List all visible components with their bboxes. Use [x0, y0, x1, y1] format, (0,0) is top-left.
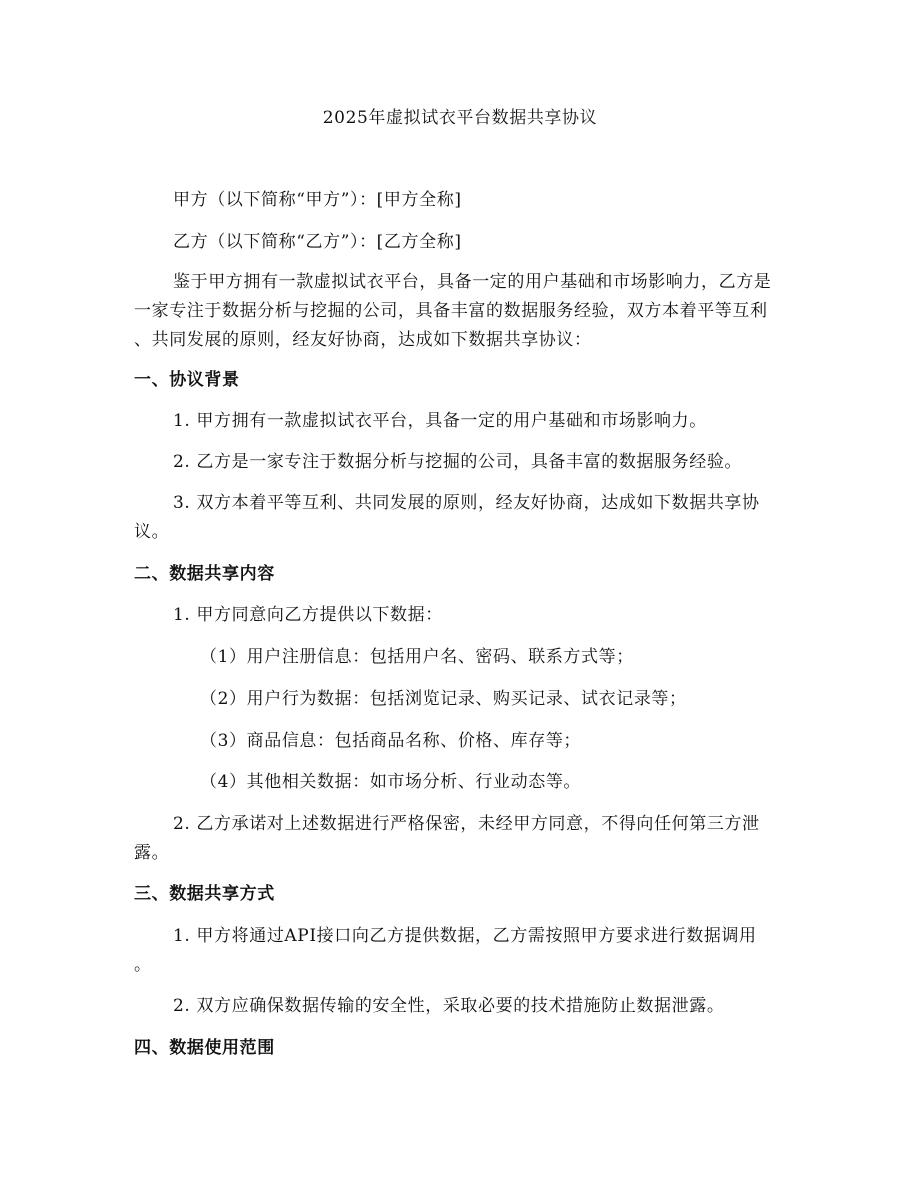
list-item: 2. 双方应确保数据传输的安全性，采取必要的技术措施防止数据泄露。 — [173, 996, 725, 1016]
list-item: 2. 乙方是一家专注于数据分析与挖掘的公司，具备丰富的数据服务经验。 — [173, 452, 743, 472]
party-b: 乙方（以下简称“乙方”）：[乙方全称] — [173, 232, 462, 252]
section-heading-scope: 四、数据使用范围 — [134, 1038, 275, 1058]
sub-list-item: （1）用户注册信息：包括用户名、密码、联系方式等； — [200, 647, 634, 667]
preamble-line: 、共同发展的原则，经友好协商，达成如下数据共享协议： — [134, 330, 592, 350]
sub-list-item: （4）其他相关数据：如市场分析、行业动态等。 — [200, 772, 582, 792]
sub-list-item: （3）商品信息：包括商品名称、价格、库存等； — [200, 731, 582, 751]
preamble-line: 一家专注于数据分析与挖掘的公司，具备丰富的数据服务经验，双方本着平等互利 — [134, 301, 768, 321]
list-item: 2. 乙方承诺对上述数据进行严格保密，未经甲方同意，不得向任何第三方泄 — [173, 814, 760, 834]
list-item: 1. 甲方拥有一款虚拟试衣平台，具备一定的用户基础和市场影响力。 — [173, 411, 707, 431]
document-title: 2025年虚拟试衣平台数据共享协议 — [322, 108, 598, 128]
section-heading-content: 二、数据共享内容 — [134, 564, 275, 584]
preamble-line: 鉴于甲方拥有一款虚拟试衣平台，具备一定的用户基础和市场影响力，乙方是 — [173, 272, 772, 292]
list-item: 1. 甲方将通过API接口向乙方提供数据，乙方需按照甲方要求进行数据调用 — [173, 926, 757, 946]
sub-list-item: （2）用户行为数据：包括浏览记录、购买记录、试衣记录等； — [200, 689, 687, 709]
party-a: 甲方（以下简称“甲方”）：[甲方全称] — [173, 190, 462, 210]
list-item-continuation: 露。 — [134, 843, 170, 863]
list-item-continuation: 议。 — [134, 522, 170, 542]
list-item-continuation: 。 — [134, 955, 152, 975]
section-heading-method: 三、数据共享方式 — [134, 884, 275, 904]
section-heading-background: 一、协议背景 — [134, 370, 240, 390]
list-item: 3. 双方本着平等互利、共同发展的原则，经友好协商，达成如下数据共享协 — [173, 493, 760, 513]
list-item: 1. 甲方同意向乙方提供以下数据： — [173, 605, 443, 625]
